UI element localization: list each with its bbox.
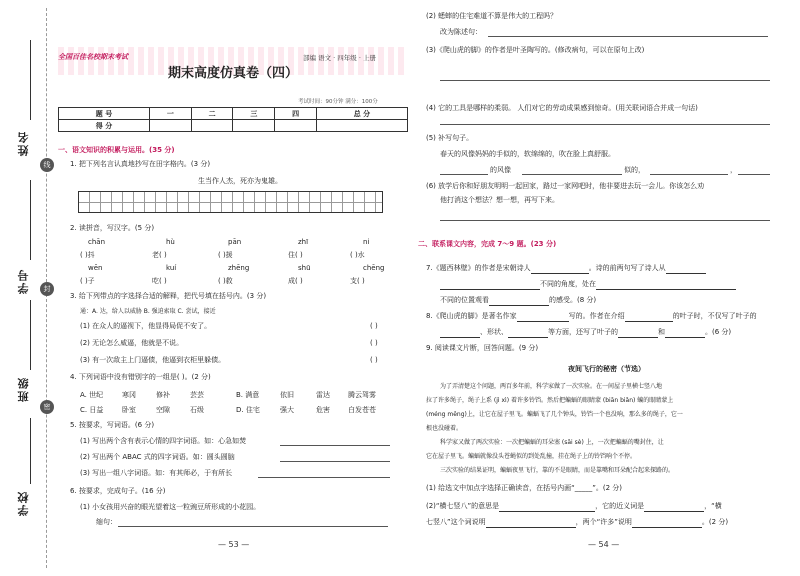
answer-line[interactable]	[280, 461, 390, 462]
q9-text: 七竖八”这个词说明	[426, 518, 486, 526]
q8-text: 的叶子时，不仅写了叶子的	[672, 312, 757, 320]
pinyin: pān	[228, 238, 242, 246]
q6-item: (1) 小女孩用兴奋的眼光望着这一粒豌豆所形成的小花园。	[80, 503, 261, 511]
score-header-cell: 三	[233, 108, 275, 120]
name-label: 姓名	[17, 130, 30, 156]
question-1: 1. 把下列名言认真地抄写在田字格内。(3 分)	[70, 160, 211, 168]
passage-line: 根也没碰着。	[426, 425, 463, 432]
question-5: 5. 按要求，写词语。(6 分)	[70, 421, 155, 429]
score-header-cell: 二	[191, 108, 233, 120]
score-header-cell: 总 分	[316, 108, 407, 120]
pinyin: hù	[166, 238, 175, 246]
page-number: — 54 —	[588, 540, 620, 549]
r-item: (4) 它的工具是哪样的柔弱。 人们对它的劳动成果感到惊奇。(用关联词语合并成一句话)	[426, 104, 698, 112]
char-blank[interactable]: ( )子	[80, 277, 95, 285]
q8-text: 。(6 分)	[705, 328, 732, 336]
answer-line[interactable]	[440, 124, 770, 125]
q4-word: 卧室	[122, 406, 136, 414]
q8-text: 等方面，还写了叶子的	[548, 328, 618, 336]
blank[interactable]	[517, 312, 569, 322]
q7-text: 不同的角度，处在	[540, 280, 596, 288]
score-row-label: 得 分	[59, 120, 150, 132]
q4-word: C. 日益	[80, 406, 104, 414]
blank[interactable]	[499, 502, 595, 512]
q7-text: 不同的位置观看	[440, 296, 489, 304]
char-blank[interactable]: 吃( )	[152, 277, 167, 285]
passage-line: 拉了许多绳子，绳子上系 (jì xì) 着许多铃铛。然后把蝙蝠的眼睛蒙 (biān biǎn) 蝙的眼睛蒙上	[426, 397, 674, 404]
q9-item-2-line-2	[426, 518, 728, 528]
char-blank[interactable]: ( )援	[218, 251, 233, 259]
passage-line: (méng měng)上，让它在屋子里飞。蝙蝠飞了几个钟头，铃铛一个也没响，那么多的绳子，它一	[426, 411, 683, 418]
blank[interactable]	[489, 296, 549, 306]
passage-title: 夜间飞行的秘密（节选）	[568, 365, 645, 373]
q9-text: (2)“横七竖八”的意思是	[426, 502, 500, 510]
q3-answer-paren[interactable]: ( )	[370, 339, 378, 347]
blank[interactable]	[625, 312, 673, 322]
score-cell[interactable]	[233, 120, 275, 132]
question-8	[426, 312, 757, 322]
answer-line[interactable]	[650, 174, 728, 175]
section-2-title: 二、联系课文内容，完成 7～9 题。(23 分)	[418, 240, 557, 248]
q8-text: 和	[658, 328, 665, 336]
answer-line[interactable]	[522, 174, 622, 175]
score-value-row	[59, 120, 408, 132]
answer-line[interactable]	[488, 36, 768, 37]
r-label: 改为陈述句：	[440, 28, 482, 36]
char-blank[interactable]: ( )抖	[80, 251, 95, 259]
exam-title: 期末高度仿真卷（四）	[167, 66, 298, 81]
q5-item: (1) 写出两个含有表示心情的四字词语。如：心急如焚	[80, 437, 247, 445]
r-item: (3)《爬山虎的脚》的作者是叶圣陶写的。(修改病句，可以在原句上改)	[426, 46, 645, 54]
name-write-line	[30, 40, 31, 120]
q3-item: (2) 无论怎么威逼，他就是不说。	[80, 339, 184, 347]
exam-source: 全国百佳名校期末考试	[58, 53, 128, 61]
student-id-label: 学号	[17, 268, 30, 294]
score-header-row	[59, 108, 408, 120]
q3-answer-paren[interactable]: ( )	[370, 322, 378, 330]
q9-text: ，它的近义词是	[595, 502, 645, 510]
q8-text: 、形状、	[480, 328, 508, 336]
school-label: 学校	[17, 490, 30, 516]
char-blank[interactable]: ( )水	[350, 251, 365, 259]
quote-text: 生当作人杰，死亦为鬼雄。	[198, 177, 282, 185]
blank[interactable]	[596, 280, 736, 290]
blank[interactable]	[665, 328, 705, 338]
char-blank[interactable]: 成( )	[288, 277, 303, 285]
left-page	[58, 0, 408, 576]
q5-item: (3) 写出一组八字词语。如：有其师必，于有所长	[80, 469, 233, 477]
q9-item: (1) 给选文中加点字选择正确读音，在括号内画“_____”。(2 分)	[426, 484, 623, 492]
q4-word: D. 住宅	[236, 406, 260, 414]
r-item: (6) 放学后你和好朋友明明一起回家，路过一家网吧时，他非要进去玩一会儿。你该怎么劝	[426, 182, 705, 190]
blank[interactable]	[440, 280, 540, 290]
answer-line[interactable]	[440, 220, 770, 221]
question-7-line-2	[440, 280, 736, 290]
q4-word: 雷达	[316, 391, 330, 399]
right-page	[418, 0, 790, 576]
question-7	[426, 264, 706, 274]
q8-text: 写的。作者在介绍	[568, 312, 625, 320]
score-header-cell: 题 号	[59, 108, 150, 120]
r-item-cont: 他打消这个想法？想一想，再写下来。	[440, 196, 559, 204]
r-sentence: 春天的风像妈妈的手似的，软绵绵的，吹在脸上真舒服。	[440, 150, 615, 158]
q3-item: (1) 在众人的逼视下，他显得局促不安了。	[80, 322, 212, 330]
score-header-cell: 四	[275, 108, 317, 120]
blank[interactable]	[644, 502, 704, 512]
answer-line[interactable]	[440, 80, 770, 81]
school-write-line	[30, 418, 31, 484]
r-fill-text: 似的，	[624, 166, 645, 174]
q6-label: 缩句：	[96, 518, 117, 526]
char-blank[interactable]: 支( )	[350, 277, 365, 285]
char-blank[interactable]: ( )救	[218, 277, 233, 285]
answer-line[interactable]	[738, 174, 770, 175]
blank[interactable]	[632, 518, 702, 528]
q4-word: 腾云驾雾	[348, 391, 376, 399]
q8-text: 8.《爬山虎的脚》是著名作家	[426, 312, 517, 320]
seal-dot-seal: 封	[40, 282, 54, 296]
score-cell[interactable]	[275, 120, 317, 132]
blank[interactable]	[618, 328, 658, 338]
blank[interactable]	[666, 264, 706, 274]
pinyin: zhēng	[228, 264, 250, 272]
q9-text: ，“横	[704, 502, 722, 510]
tianzige-grid[interactable]	[78, 191, 383, 213]
pinyin: zhī	[298, 238, 309, 246]
answer-line[interactable]	[280, 445, 390, 446]
seal-dot-secret: 密	[40, 400, 54, 414]
q7-text: 的感受。(8 分)	[549, 296, 597, 304]
answer-line[interactable]	[440, 174, 488, 175]
pinyin: kuí	[166, 264, 177, 272]
r-fill-text: ，	[730, 166, 737, 174]
r-item: (2) 蟋蟀的住宅难道不算是伟大的工程吗？	[426, 12, 558, 20]
edition-label: 部编 语文 · 四年级 · 上册	[303, 54, 376, 62]
q3-item: (3) 有一次敌主上门逼债，他逼到衣柜里躲债。	[80, 356, 226, 364]
seal-dot-line: 线	[40, 158, 54, 172]
char-blank[interactable]: 住( )	[288, 251, 303, 259]
q5-item: (2) 写出两个 ABAC 式的四字词语。如：圆头圆脑	[80, 453, 235, 461]
section-1-title: 一、语文知识的积累与运用。(35 分)	[58, 146, 175, 154]
answer-line[interactable]	[118, 526, 388, 527]
page-number: — 53 —	[218, 540, 250, 549]
question-3: 3. 给下列带点的字选择合适的解释，把代号填在括号内。(3 分)	[70, 292, 267, 300]
score-header-cell: 一	[150, 108, 192, 120]
q4-word: 石级	[190, 406, 204, 414]
q4-word: 空隙	[156, 406, 170, 414]
pinyin: chēng	[363, 264, 385, 272]
q4-word: A. 世纪	[80, 391, 104, 399]
q4-word: 强大	[280, 406, 294, 414]
char-blank[interactable]: 老( )	[152, 251, 167, 259]
class-write-line	[30, 300, 31, 370]
q7-text: 7.《题西林壁》的作者是宋朝诗人	[426, 264, 531, 272]
q9-item-2	[426, 502, 722, 512]
r-item: (5) 补写句子。	[426, 134, 474, 142]
r-fill-text: 的风像	[490, 166, 511, 174]
q4-word: 依旧	[280, 391, 294, 399]
pinyin: shū	[298, 264, 311, 272]
question-4: 4. 下列词语中没有错别字的一组是( )。(2 分)	[70, 373, 211, 381]
q4-word: B. 满意	[236, 391, 260, 399]
score-cell[interactable]	[191, 120, 233, 132]
q9-text: ，两个“许多”说明	[575, 518, 632, 526]
question-8-line-2	[440, 328, 731, 338]
score-cell[interactable]	[316, 120, 407, 132]
pinyin: chān	[88, 238, 106, 246]
answer-line[interactable]	[258, 477, 390, 478]
question-6: 6. 按要求，完成句子。(16 分)	[70, 487, 166, 495]
score-table	[58, 107, 408, 132]
q9-text: 。(2 分)	[701, 518, 729, 526]
q4-word: 危害	[316, 406, 330, 414]
q4-word: 白发苍苍	[348, 406, 376, 414]
passage-line: 三次实验的结果证明，蝙蝠夜里飞行，靠的不是眼睛，而是靠嘴和耳朵配合起来探路的。	[440, 467, 675, 474]
blank[interactable]	[486, 518, 576, 528]
exam-meta: 考试时间：90分钟 满分：100分	[298, 99, 378, 105]
question-2: 2. 读拼音，写汉字。(5 分)	[70, 224, 155, 232]
question-9: 9. 阅读课文片断，回答问题。(9 分)	[426, 344, 539, 352]
q4-word: 寒冈	[122, 391, 136, 399]
id-write-line	[30, 180, 31, 260]
blank[interactable]	[508, 328, 548, 338]
q7-text: 。诗的前两句写了诗人从	[588, 264, 666, 272]
passage-line: 为了弄清楚这个问题，两百多年前，科学家做了一次实验。在一间屋子里横七竖八地	[440, 383, 663, 390]
q4-word: 修补	[156, 391, 170, 399]
blank[interactable]	[440, 328, 480, 338]
score-cell[interactable]	[150, 120, 192, 132]
pinyin: ni	[363, 238, 370, 246]
passage-line: 科学家又做了两次实验：一次把蝙蝠的耳朵塞 (sāi sè) 上，一次把蝙蝠的嘴封住，让	[440, 439, 664, 446]
blank[interactable]	[531, 264, 589, 274]
pinyin: wēn	[88, 264, 103, 272]
q4-word: 芸芸	[190, 391, 204, 399]
q3-options: 通：A. 达，给人以威胁 B. 强迫索取 C. 尝试，接近	[80, 308, 216, 315]
question-7-line-3	[440, 296, 596, 306]
passage-line: 它在屋子里飞。蝙蝠就像没头苍蝇似的到处乱撞，挂在绳子上的铃铛响个不停。	[426, 453, 637, 460]
q3-answer-paren[interactable]: ( )	[370, 356, 378, 364]
class-label: 班级	[17, 376, 30, 402]
